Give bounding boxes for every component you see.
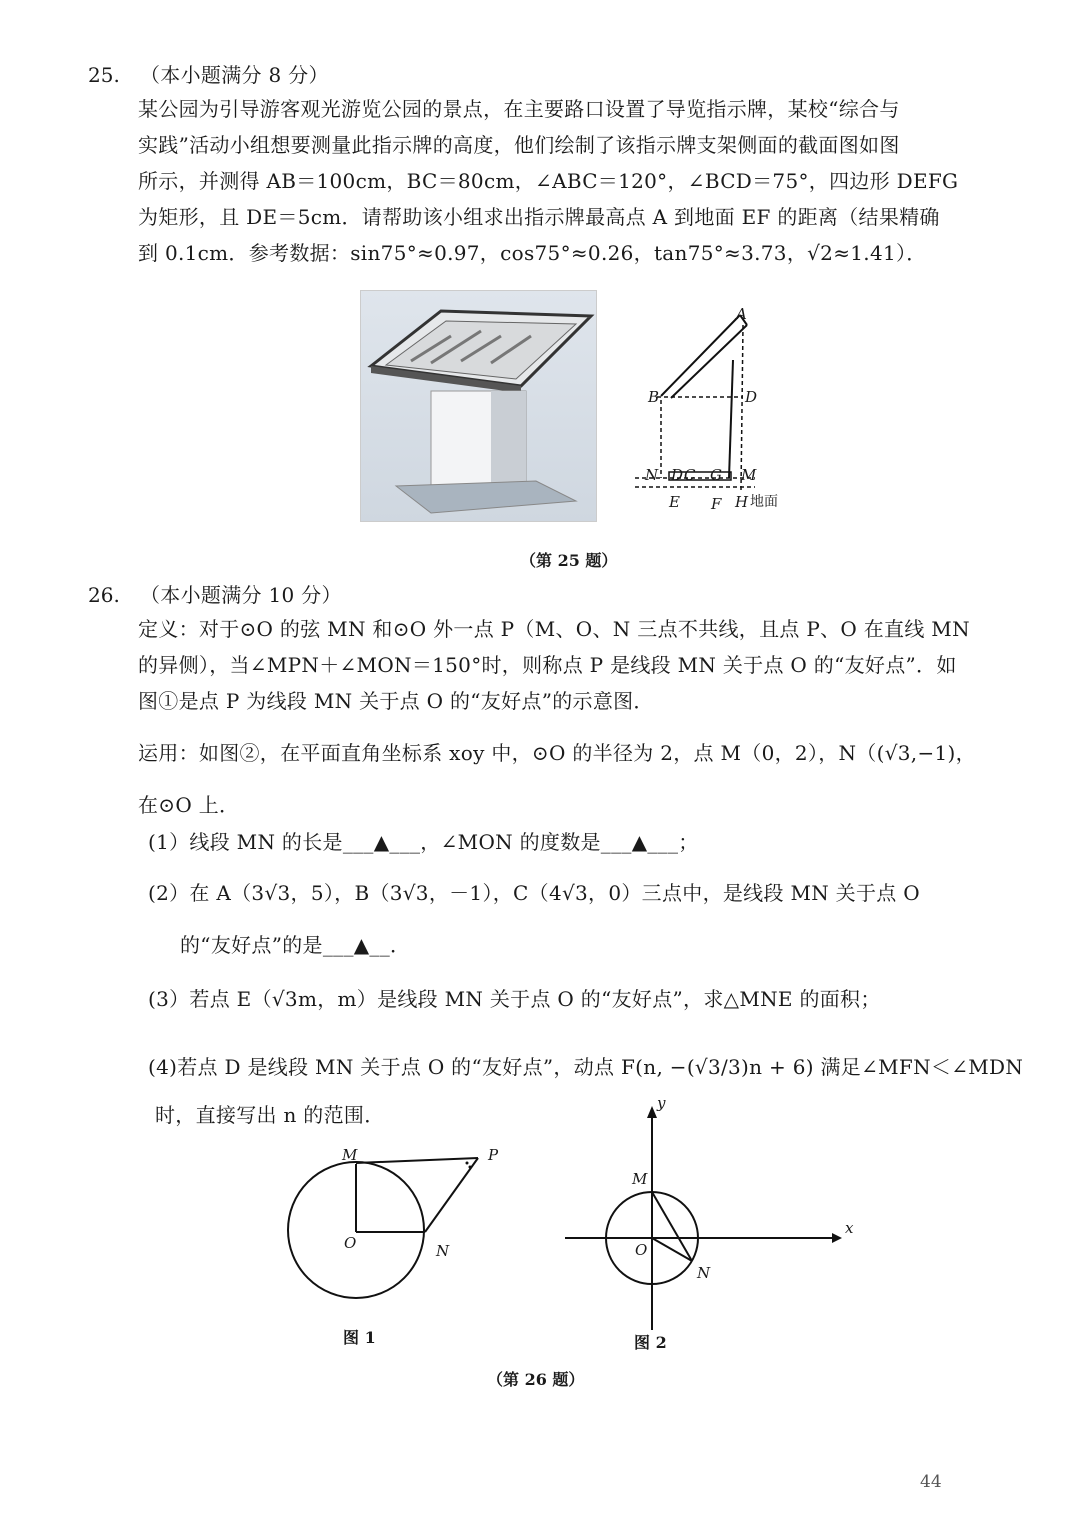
sign-stand-photo bbox=[360, 290, 597, 522]
q25-line: 某公园为引导游客观光游览公园的景点，在主要路口设置了导览指示牌，某校“综合与 bbox=[138, 97, 900, 121]
label-D-top: D bbox=[745, 388, 758, 406]
label-C: C bbox=[684, 466, 696, 484]
q26-figure-2 bbox=[560, 1100, 860, 1335]
q26-part-1: (1）线段 MN 的长是___▲___，∠MON 的度数是___▲___； bbox=[148, 830, 699, 854]
label-G: G bbox=[710, 466, 722, 484]
label-M: M bbox=[741, 466, 757, 484]
fig2-caption: 图 2 bbox=[634, 1333, 667, 1352]
fig2-label-O: O bbox=[635, 1241, 648, 1259]
label-F: F bbox=[711, 495, 722, 513]
q25-line: 到 0.1cm．参考数据：sin75°≈0.97，cos75°≈0.26，tan75°≈3.73，√2≈1.41）． bbox=[138, 241, 927, 265]
q25-caption: （第 25 题） bbox=[520, 551, 618, 570]
q25-line: 为矩形，且 DE＝5cm．请帮助该小组求出指示牌最高点 A 到地面 EF 的距离（结果精确 bbox=[138, 205, 940, 229]
fig1-label-M: M bbox=[342, 1146, 358, 1164]
q26-use-line: 在⊙O 上． bbox=[138, 793, 240, 817]
q26-part-4-cont: 时，直接写出 n 的范围． bbox=[155, 1103, 385, 1127]
q25-line: 实践”活动小组想要测量此指示牌的高度，他们绘制了该指示牌支架侧面的截面图如图 bbox=[138, 133, 900, 157]
label-D: D bbox=[671, 466, 684, 484]
label-B: B bbox=[648, 388, 660, 406]
q26-use-line: 运用：如图②，在平面直角坐标系 xoy 中，⊙O 的半径为 2，点 M（0，2），N（(√3,−1)， bbox=[138, 741, 976, 765]
fig1-caption: 图 1 bbox=[343, 1328, 376, 1347]
fig2-label-M: M bbox=[632, 1170, 648, 1188]
label-A: A bbox=[736, 305, 747, 323]
fig1-label-O: O bbox=[344, 1234, 357, 1252]
label-N: N bbox=[645, 466, 659, 484]
label-E: E bbox=[669, 493, 680, 511]
q26-figure-1 bbox=[280, 1140, 520, 1320]
label-ground: 地面 bbox=[750, 494, 778, 510]
q25-header: （本小题满分 8 分） bbox=[140, 63, 329, 87]
page-number: 44 bbox=[920, 1472, 942, 1492]
label-H: H bbox=[735, 493, 749, 511]
sign-stand-illustration bbox=[361, 291, 596, 521]
q25-number: 25. bbox=[88, 63, 120, 87]
q26-caption: （第 26 题） bbox=[487, 1370, 585, 1389]
fig1-label-P: P bbox=[488, 1146, 499, 1164]
q26-part-2-cont: 的“友好点”的是___▲__． bbox=[180, 933, 411, 957]
q26-def-line: 的异侧），当∠MPN＋∠MON＝150°时，则称点 P 是线段 MN 关于点 O 的“友好点”．如 bbox=[138, 653, 957, 677]
fig2-label-y: y bbox=[657, 1094, 666, 1112]
fig2-label-x: x bbox=[845, 1219, 854, 1237]
q26-number: 26. bbox=[88, 583, 120, 607]
fig2-label-N: N bbox=[697, 1264, 711, 1282]
q26-part-2: (2）在 A（3√3，5），B（3√3，－1），C（4√3，0）三点中，是线段 MN 关于点 O bbox=[148, 881, 920, 905]
fig1-label-N: N bbox=[436, 1242, 450, 1260]
q26-def-line: 图①是点 P 为线段 MN 关于点 O 的“友好点”的示意图． bbox=[138, 689, 654, 713]
q26-def-line: 定义：对于⊙O 的弦 MN 和⊙O 外一点 P（M、O、N 三点不共线，且点 P、O 在直线 MN bbox=[138, 617, 970, 641]
q26-part-4: (4)若点 D 是线段 MN 关于点 O 的“友好点”，动点 F(n, −(√3/3)n + 6) 满足∠MFN＜∠MDN bbox=[148, 1055, 1024, 1079]
q26-header: （本小题满分 10 分） bbox=[140, 583, 342, 607]
q25-line: 所示，并测得 AB＝100cm，BC＝80cm，∠ABC＝120°，∠BCD＝75°，四边形 DEFG bbox=[138, 169, 959, 193]
q26-part-3: (3）若点 E（√3m，m）是线段 MN 关于点 O 的“友好点”，求△MNE 的面积； bbox=[148, 987, 881, 1011]
